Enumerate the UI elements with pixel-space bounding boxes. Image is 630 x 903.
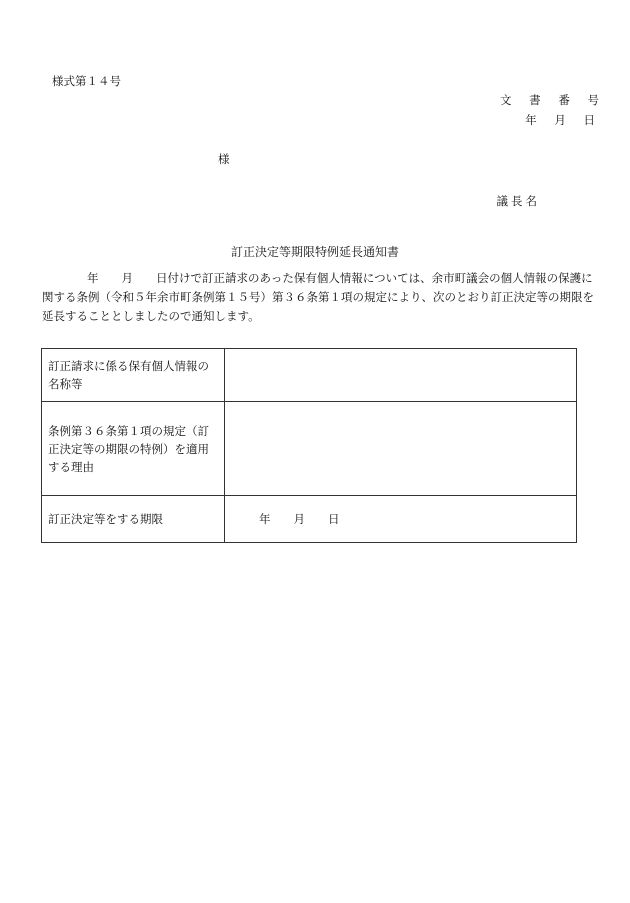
chair-name: 議長名 xyxy=(496,194,540,208)
recipient-honorific: 様 xyxy=(218,152,230,166)
row-label-deadline: 訂正決定等をする期限 xyxy=(42,496,225,543)
row-value-info-name xyxy=(225,349,577,402)
table-row xyxy=(42,349,577,402)
info-table xyxy=(41,348,577,543)
document-date-label: 年 月 日 xyxy=(525,113,602,127)
document-title: 訂正決定等期限特例延長通知書 xyxy=(230,245,399,259)
body-paragraph: 年 月 日付けで訂正請求のあった保有個人情報については、余市町議会の個人情報の保護に関する条例（令和５年余市町条例第１５号）第３６条第１項の規定により、次のとおり訂正決定等の期限を延長することとしましたので通知します。 xyxy=(42,271,594,323)
table-row xyxy=(42,402,577,496)
table-row xyxy=(42,496,577,543)
row-value-reason xyxy=(225,402,577,496)
form-number: 様式第１４号 xyxy=(52,74,121,88)
row-label-info-name: 訂正請求に係る保有個人情報の名称等 xyxy=(42,349,225,402)
row-label-reason: 条例第３６条第１項の規定（訂正決定等の期限の特例）を適用する理由 xyxy=(42,402,225,496)
row-value-deadline: 年 月 日 xyxy=(225,496,577,543)
document-number-label: 文 書 番 号 xyxy=(500,93,606,107)
